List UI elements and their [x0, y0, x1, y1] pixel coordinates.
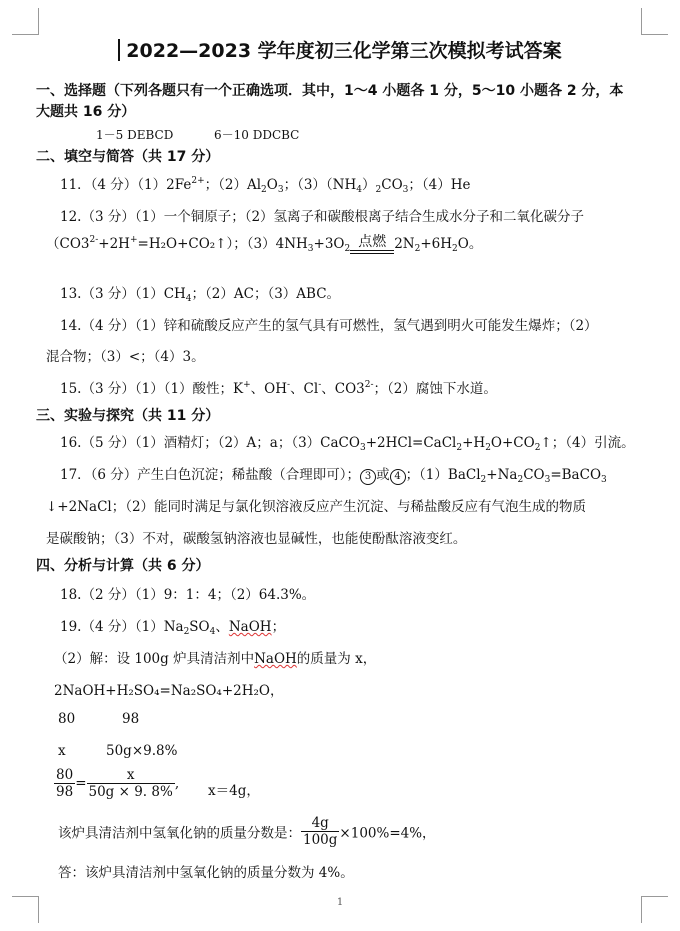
- ignition-condition: 点燃: [350, 235, 394, 254]
- q14-answer-line2: 混合物；（3）<；（4）3。: [46, 349, 205, 365]
- q12-answer-line1: 12.（3 分）（1）一个铜原子；（2）氢离子和碳酸根离子结合生成水分子和二氧化碳分子: [60, 209, 585, 225]
- page-number: 1: [336, 897, 344, 908]
- section-3-heading: 三、实验与探究（共 11 分）: [36, 408, 220, 424]
- q19-final-answer: 答：该炉具清洁剂中氢氧化钠的质量分数为 4%。: [58, 865, 354, 881]
- q15-answer: 15.（3 分）（1）（1）酸性；K+、OH-、Cl-、$CO3^{2-}$；（2）腐蚀下水道。: [60, 380, 497, 397]
- q19-equation: 2NaOH+H₂SO₄=Na₂SO₄+2H₂O，: [54, 683, 284, 699]
- title-text: 2022—2023 学年度初三化学第三次模拟考试答案: [126, 40, 562, 62]
- section-4-heading: 四、分析与计算（共 6 分）: [36, 558, 210, 574]
- q19-molar-mass-2: 98: [122, 711, 140, 727]
- page-title: [0, 36, 680, 63]
- circled-number-3: 3: [360, 469, 376, 485]
- q19-given-mass: 50g×9.8%: [106, 743, 178, 759]
- q19-proportion: $\frac{80}{98}$ = $\frac{x}{50g \times 9. 8\%}$ ,: [56, 767, 180, 800]
- q11-answer: 11．（4 分）$(1)2Fe^{2+}$；$(2)Al_2O_3$；$(3)(NH_4)_2CO_3$；（4）He: [60, 176, 471, 195]
- q19-unknown: x: [58, 743, 66, 759]
- q16-answer: 16.（5 分）（1）酒精灯；（2）A；a；$(3)CaCO_3+2HCl=CaCl_2+H_2O+CO_2↑$；（4）引流。: [60, 435, 635, 453]
- q19-molar-mass-1: 80: [58, 711, 76, 727]
- q14-answer-line1: 14.（4 分）（1）锌和硫酸反应产生的氢气具有可燃性，氢气遇到明火可能发生爆炸；（2）: [60, 318, 598, 334]
- fraction-4g-100g: $\frac{4g}{100g}$: [303, 815, 338, 848]
- answers-6-10: 6－10 DDCBC: [214, 128, 300, 142]
- q19-solution-intro: （2）解：设 100g 炉具清洁剂中NaOH的质量为 x，: [54, 651, 377, 667]
- q19-result: x＝4g，: [208, 783, 260, 799]
- section-1-heading-cont: 大题共 16 分）: [36, 104, 136, 120]
- q19-mass-fraction: 该炉具清洁剂中氢氧化钠的质量分数是： $\frac{4g}{100g}$ ×100%=4%，: [58, 815, 436, 848]
- section-1-heading: 一、选择题（下列各题只有一个正确选项．其中，1～4 小题各 1 分，5～10 小题各 2 分，本: [36, 83, 624, 99]
- q18-answer: 18.（2 分）（1）9：1：4；（2）64.3%。: [60, 587, 316, 603]
- q17-answer-line1: 17．（6 分）产生白色沉淀；稀盐酸（合理即可）； 3 或 4 ；$(1)BaCl_2+Na_2CO_3=BaCO_3$: [60, 467, 607, 485]
- text-cursor: [118, 39, 120, 61]
- circled-number-4: 4: [390, 469, 406, 485]
- crop-mark-top-left: [12, 8, 39, 35]
- fraction-80-98: $\frac{80}{98}$: [56, 767, 74, 800]
- q12-answer-line2: $(CO3^{2-}+2H^+=H_2O+CO_2↑)$；$(3)4NH_3+3O_2$ 点燃 $2N_2+6H_2O$。: [46, 234, 483, 254]
- q19-answer-line1: 19.（4 分）$(1)Na_2SO_4$、NaOH；: [60, 619, 286, 637]
- fraction-x-over-mass: $\frac{x}{50g \times 9. 8\%}$: [88, 767, 173, 800]
- crop-mark-top-right: [641, 8, 668, 35]
- q13-answer: 13.（3 分）$(1)CH_4$；（2）AC；（3）ABC。: [60, 286, 341, 304]
- section-2-heading: 二、填空与简答（共 17 分）: [36, 149, 220, 165]
- q17-answer-line3: 是碳酸钠；（3）不对，碳酸氢钠溶液也显碱性，也能使酚酞溶液变红。: [46, 531, 467, 547]
- answers-1-5: 1－5 DEBCD: [96, 128, 174, 142]
- q17-answer-line2: ↓+2NaCl；（2）能同时满足与氯化钡溶液反应产生沉淀、与稀盐酸反应有气泡生成的物质: [46, 499, 587, 515]
